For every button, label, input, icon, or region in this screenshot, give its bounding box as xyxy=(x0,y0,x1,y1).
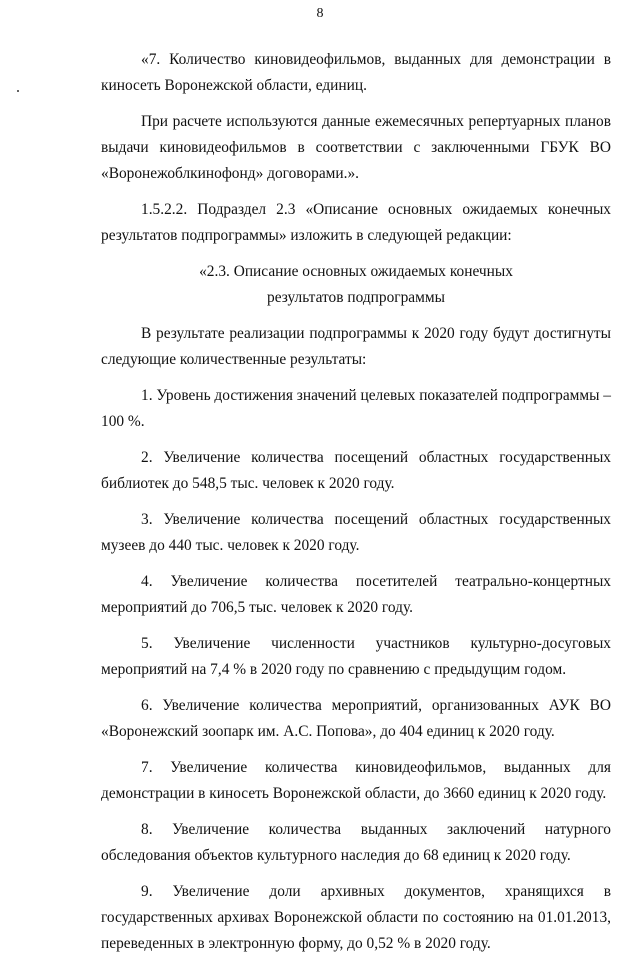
result-item-5: 5. Увеличение численности участников культурно-досуговых мероприятий на 7,4 % в 2020 году по сравнению с предыдущим годом. xyxy=(101,635,611,678)
result-item-1: 1. Уровень достижения значений целевых показателей подпрограммы – 100 %. xyxy=(101,387,612,430)
paragraph-subsection-2-3: 1.5.2.2. Подраздел 2.3 «Описание основных ожидаемых конечных результатов подпрограммы» изложить в следующей редакции: xyxy=(101,201,611,244)
result-item-8: 8. Увеличение количества выданных заключений натурного обследования объектов культурного наследия до 68 единиц к 2020 году. xyxy=(101,821,611,864)
result-item-6: 6. Увеличение количества мероприятий, организованных АУК ВО «Воронежский зоопарк им. А.С. Попова», до 404 единиц к 2020 году. xyxy=(101,697,611,740)
result-item-2: 2. Увеличение количества посещений областных государственных библиотек до 548,5 тыс. человек к 2020 году. xyxy=(101,449,611,492)
paragraph-calculation-note: При расчете используются данные ежемесячных репертуарных планов выдачи киновидеофильмов в соответствии с заключенными ГБУК ВО «Воронежоблкинофонд» договорами.». xyxy=(101,113,611,182)
paragraph-intro: В результате реализации подпрограммы к 2020 году будут достигнуты следующие количественные результаты: xyxy=(101,325,611,368)
section-heading xyxy=(101,259,611,311)
result-item-4: 4. Увеличение количества посетителей театрально-концертных мероприятий до 706,5 тыс. человек к 2020 году. xyxy=(101,573,611,616)
document-body xyxy=(101,47,611,967)
section-heading-line-2: результатов подпрограммы xyxy=(267,289,445,306)
result-item-3: 3. Увеличение количества посещений областных государственных музеев до 440 тыс. человек к 2020 году. xyxy=(101,511,611,554)
paragraph-indicator-7: «7. Количество киновидеофильмов, выданных для демонстрации в киносеть Воронежской области, единиц. xyxy=(101,51,611,94)
result-item-9: 9. Увеличение доли архивных документов, хранящихся в государственных архивах Воронежской области по состоянию на 01.01.2013, переведенных в электронную форму, до 0,52 % в 2020 году. xyxy=(101,883,611,952)
result-item-7: 7. Увеличение количества киновидеофильмов, выданных для демонстрации в киносеть Воронежской области, до 3660 единиц к 2020 году. xyxy=(101,759,611,802)
section-heading-line-1: «2.3. Описание основных ожидаемых конечных xyxy=(199,263,513,280)
page-number: 8 xyxy=(316,6,324,21)
margin-dot xyxy=(17,90,19,92)
